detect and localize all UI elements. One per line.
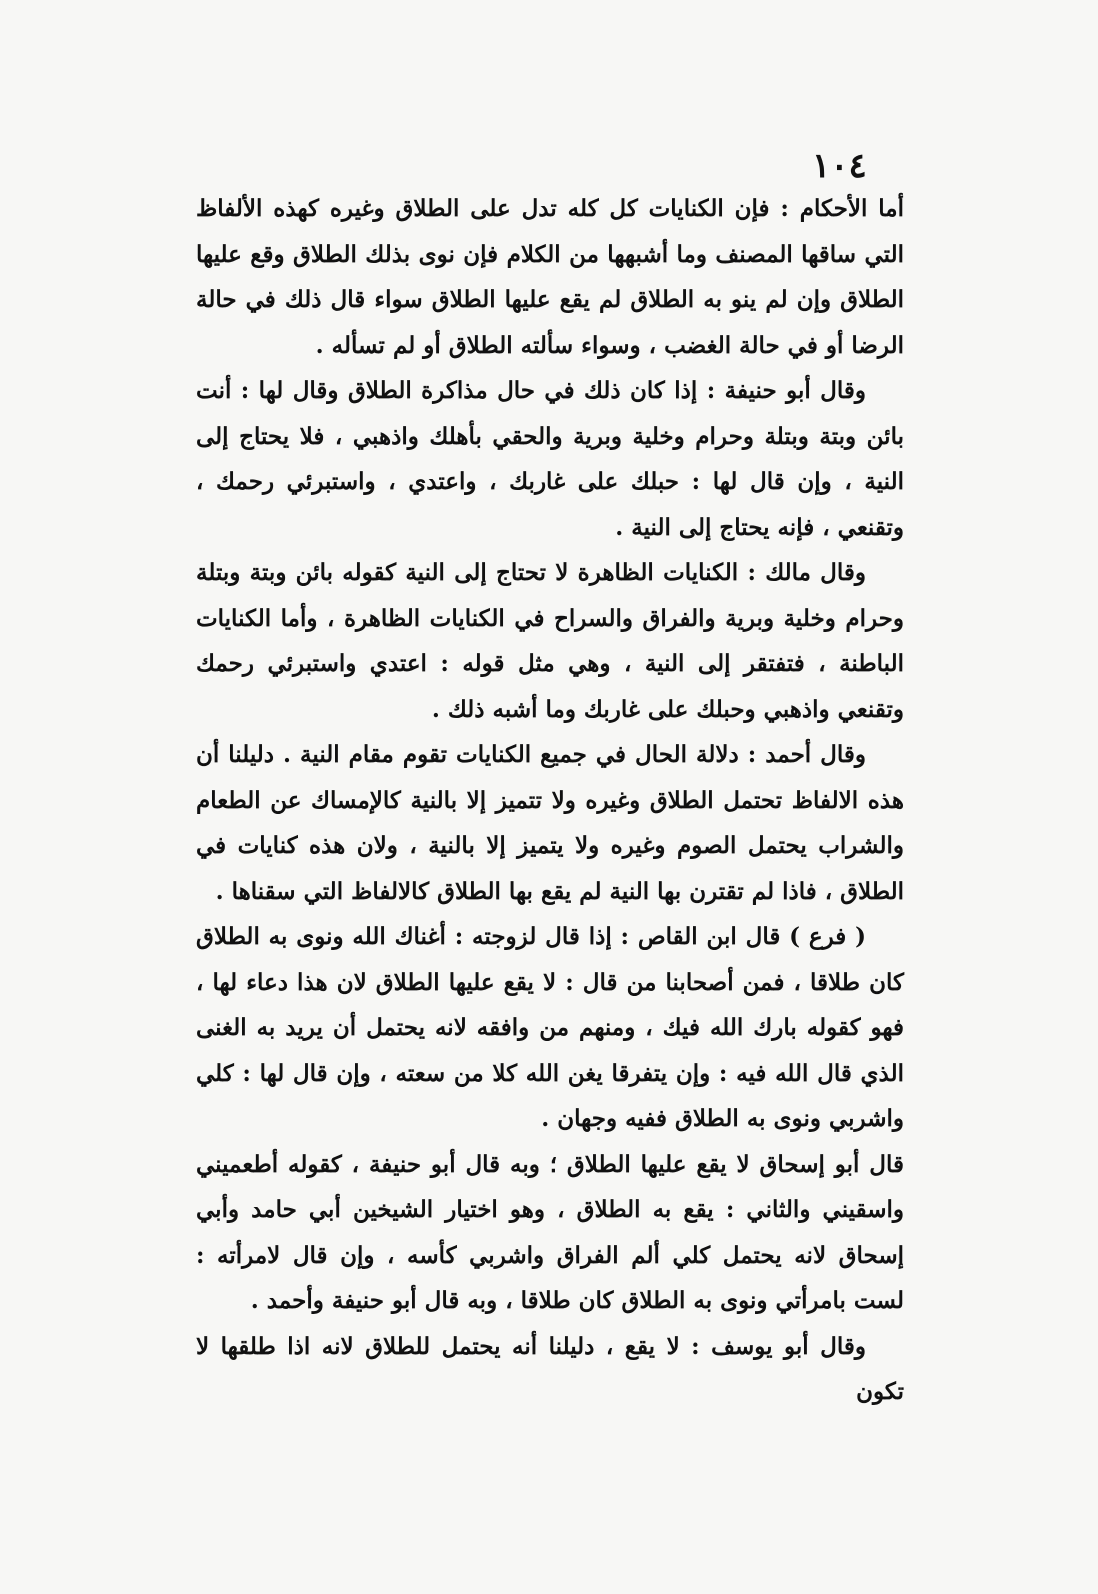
- paragraph-malik: وقال مالك : الكنايات الظاهرة لا تحتاج إلى النية كقوله بائن وبتة وبتلة وحرام وخلية وبرية والفراق والسراح في الكنايات الظاهرة ، وأما الكنايات الباطنة ، فتفتقر إلى النية ، وهي مثل قوله : اعتدي واستبرئي رحمك وتقنعي واذهبي وحبلك على غاربك وما أشبه ذلك .: [196, 559, 904, 723]
- paragraph-ahkam: أما الأحكام : فإن الكنايات كل كله تدل على الطلاق وغيره كهذه الألفاظ التي ساقها المصنف وما أشبهها من الكلام فإن نوى بذلك الطلاق وقع عليها الطلاق وإن لم ينو به الطلاق لم يقع عليها الطلاق سواء قال ذلك في حالة الرضا أو في حالة الغضب ، وسواء سألته الطلاق أو لم تسأله .: [196, 195, 904, 359]
- paragraph-abu-ishaq: قال أبو إسحاق لا يقع عليها الطلاق ؛ وبه قال أبو حنيفة ، كقوله أطعميني واسقيني والثاني : يقع به الطلاق ، وهو اختيار الشيخين أبي حامد وأبي إسحاق لانه يحتمل كلي ألم الفراق واشربي كأسه ، وإن قال لامرأته : لست بامرأتي ونوى به الطلاق كان طلاقا ، وبه قال أبو حنيفة وأحمد .: [196, 1150, 904, 1314]
- paragraph-abu-hanifa: وقال أبو حنيفة : إذا كان ذلك في حال مذاكرة الطلاق وقال لها : أنت بائن وبتة وبتلة وحرام وخلية وبرية والحقي بأهلك واذهبي ، فلا يحتاج إلى النية ، وإن قال لها : حبلك على غاربك ، واعتدي ، واستبرئي رحمك ، وتقنعي ، فإنه يحتاج إلى النية .: [196, 377, 904, 541]
- paragraph-ahmad: وقال أحمد : دلالة الحال في جميع الكنايات تقوم مقام النية . دليلنا أن هذه الالفاظ تحتمل الطلاق وغيره ولا تتميز إلا بالنية كالإمساك عن الطعام والشراب يحتمل الصوم وغيره ولا يتميز إلا بالنية ، ولان هذه كنايات في الطلاق ، فاذا لم تقترن بها النية لم يقع بها الطلاق كالالفاظ التي سقناها .: [196, 741, 904, 905]
- body-text: [196, 186, 904, 1415]
- paragraph-abu-yusuf: وقال أبو يوسف : لا يقع ، دليلنا أنه يحتمل للطلاق لانه اذا طلقها لا تكون: [196, 1332, 904, 1405]
- paragraph-far: ( فرع ) قال ابن القاص : إذا قال لزوجته : أغناك الله ونوى به الطلاق كان طلاقا ، فمن أصحابنا من قال : لا يقع عليها الطلاق لان هذا دعاء لها ، فهو كقوله بارك الله فيك ، ومنهم من وافقه لانه يحتمل أن يريد به الغنى الذي قال الله فيه : وإن يتفرقا يغن الله كلا من سعته ، وإن قال لها : كلي واشربي ونوى به الطلاق ففيه وجهان .: [196, 923, 904, 1132]
- page-number: ١٠٤: [812, 146, 867, 186]
